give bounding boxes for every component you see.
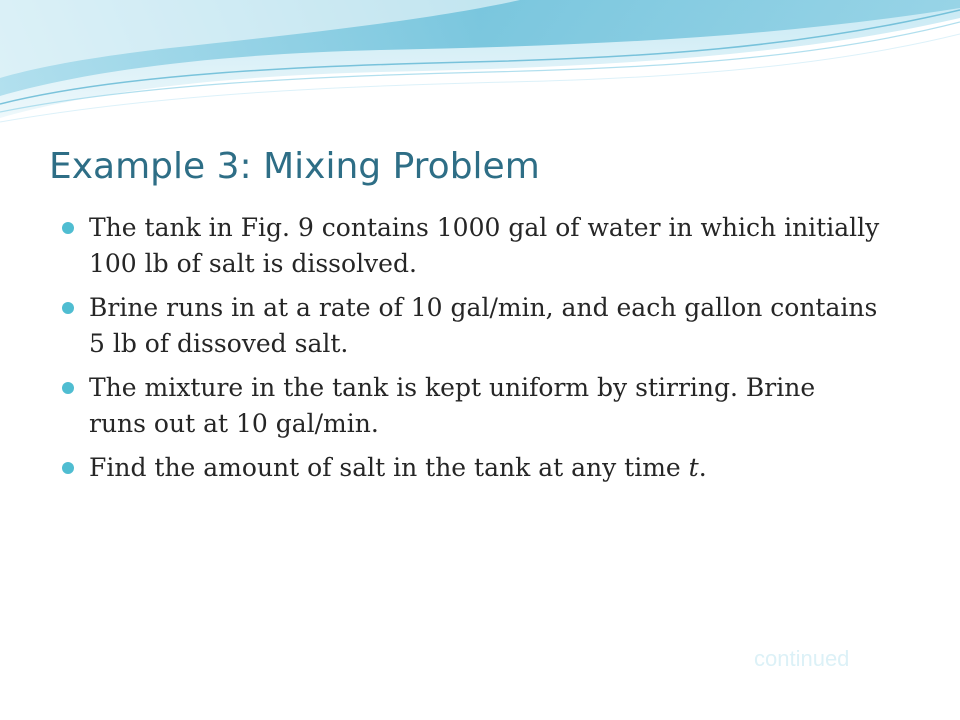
bullet-dot-icon [62, 462, 74, 474]
bullet-dot-icon [62, 302, 74, 314]
bullet-list [60, 210, 880, 494]
bullet-text: The mixture in the tank is kept uniform by stirring. Brine runs out at 10 gal/min. [89, 373, 816, 438]
bullet-text: Find the amount of salt in the tank at any time [89, 453, 689, 482]
slide-title: Example 3: Mixing Problem [49, 146, 540, 187]
bullet-item [60, 290, 880, 362]
time-variable: t [688, 453, 699, 482]
bullet-dot-icon [62, 222, 74, 234]
bullet-dot-icon [62, 382, 74, 394]
bullet-item [60, 450, 880, 486]
bullet-suffix: . [698, 453, 707, 482]
bullet-text: The tank in Fig. 9 contains 1000 gal of water in which initially 100 lb of salt is dissolved. [89, 213, 880, 278]
bullet-item [60, 370, 880, 442]
wave-header-decoration [0, 0, 960, 130]
bullet-item [60, 210, 880, 282]
bullet-text: Brine runs in at a rate of 10 gal/min, and each gallon contains 5 lb of dissoved salt. [89, 293, 878, 358]
continued-label: continued [754, 646, 850, 671]
